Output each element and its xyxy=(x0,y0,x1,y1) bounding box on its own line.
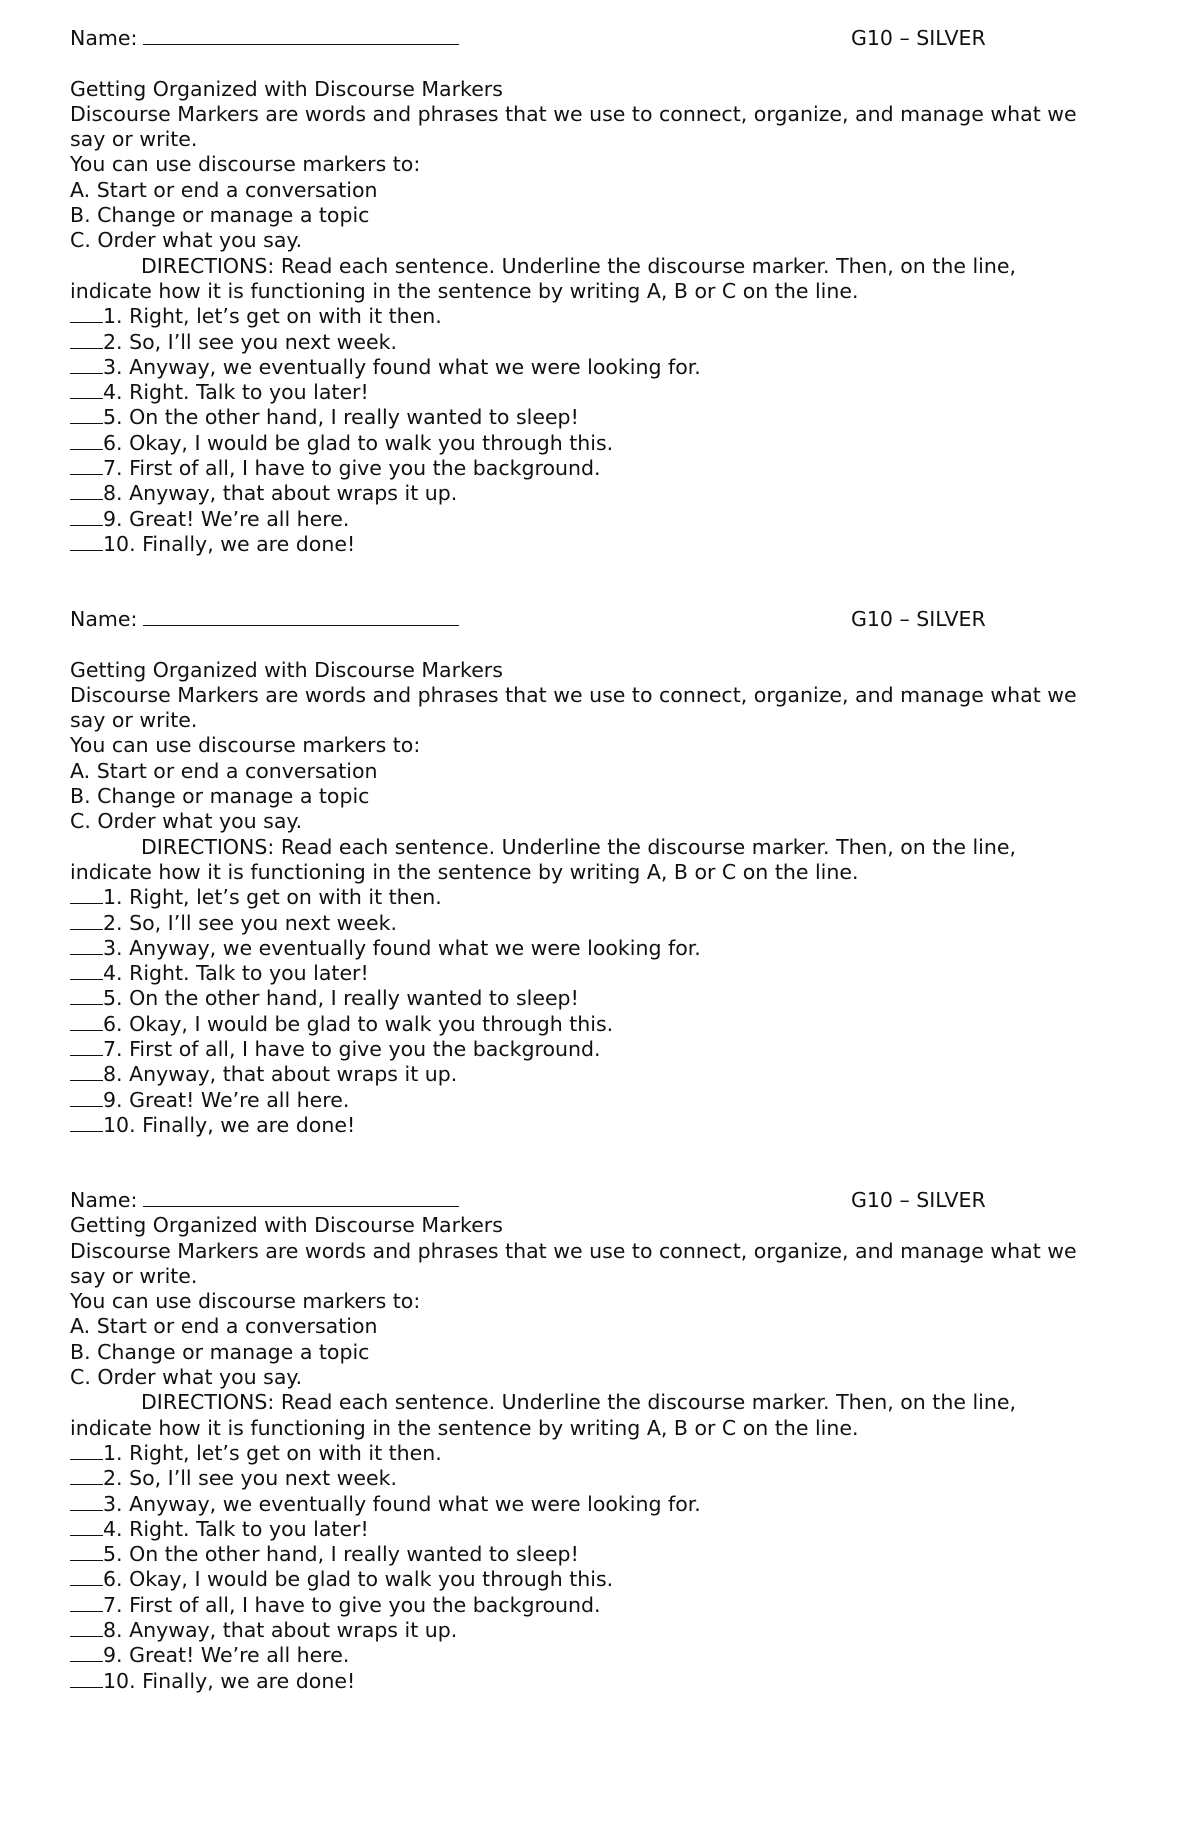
exercise-text: 5. On the other hand, I really wanted to sleep! xyxy=(103,986,579,1011)
answer-blank[interactable] xyxy=(70,1660,103,1662)
answer-blank[interactable] xyxy=(70,953,103,955)
uses-intro: You can use discourse markers to: xyxy=(70,733,421,758)
exercise-text: 8. Anyway, that about wraps it up. xyxy=(103,1062,458,1087)
worksheet-title: Getting Organized with Discourse Markers xyxy=(70,657,503,682)
answer-blank[interactable] xyxy=(70,524,103,526)
answer-blank[interactable] xyxy=(70,1610,103,1612)
exercise-item xyxy=(70,1567,1100,1592)
uses-intro: You can use discourse markers to: xyxy=(70,152,421,177)
exercise-text: 9. Great! We’re all here. xyxy=(103,1087,350,1112)
grade-label: G10 – SILVER xyxy=(851,607,986,631)
exercise-item xyxy=(70,405,1100,430)
exercise-item xyxy=(70,456,1100,481)
exercise-text: 1. Right, let’s get on with it then. xyxy=(103,1440,442,1465)
use-option-a: A. Start or end a conversation xyxy=(70,1314,378,1339)
exercise-item xyxy=(70,532,1100,557)
name-blank-line[interactable] xyxy=(143,624,459,626)
worksheet-title: Getting Organized with Discourse Markers xyxy=(70,1213,503,1238)
exercise-item xyxy=(70,885,1100,910)
answer-blank[interactable] xyxy=(70,1559,103,1561)
use-option-c: C. Order what you say. xyxy=(70,1365,303,1390)
exercise-item xyxy=(70,1062,1100,1087)
use-option-b: B. Change or manage a topic xyxy=(70,203,370,228)
exercise-text: 6. Okay, I would be glad to walk you through this. xyxy=(103,1011,614,1036)
exercise-text: 1. Right, let’s get on with it then. xyxy=(103,304,442,329)
name-blank-line[interactable] xyxy=(143,1205,459,1207)
answer-blank[interactable] xyxy=(70,1130,103,1132)
answer-blank[interactable] xyxy=(70,1509,103,1511)
use-option-a: A. Start or end a conversation xyxy=(70,758,378,783)
exercise-item xyxy=(70,1037,1100,1062)
exercise-text: 3. Anyway, we eventually found what we were looking for. xyxy=(103,935,701,960)
exercise-item xyxy=(70,1669,1100,1694)
exercise-item xyxy=(70,431,1100,456)
answer-blank[interactable] xyxy=(70,549,103,551)
exercise-text: 4. Right. Talk to you later! xyxy=(103,961,369,986)
exercise-item xyxy=(70,1593,1100,1618)
answer-blank[interactable] xyxy=(70,1054,103,1056)
exercise-item xyxy=(70,481,1100,506)
worksheet-copy-2 xyxy=(70,607,1100,1138)
exercise-text: 10. Finally, we are done! xyxy=(103,1668,356,1693)
grade-label: G10 – SILVER xyxy=(851,26,986,50)
exercise-text: 5. On the other hand, I really wanted to sleep! xyxy=(103,405,579,430)
name-blank-line[interactable] xyxy=(143,43,459,45)
answer-blank[interactable] xyxy=(70,422,103,424)
definition-paragraph: Discourse Markers are words and phrases that we use to connect, organize, and manage what we say or write. xyxy=(70,1238,1077,1288)
answer-blank[interactable] xyxy=(70,1686,103,1688)
exercise-item xyxy=(70,1113,1100,1138)
directions-line-1: DIRECTIONS: Read each sentence. Underline the discourse marker. Then, on the line, xyxy=(141,1390,1016,1415)
answer-blank[interactable] xyxy=(70,902,103,904)
answer-blank[interactable] xyxy=(70,498,103,500)
exercise-text: 2. So, I’ll see you next week. xyxy=(103,329,398,354)
worksheet-header xyxy=(70,607,1100,632)
uses-intro: You can use discourse markers to: xyxy=(70,1289,421,1314)
worksheet-title: Getting Organized with Discourse Markers xyxy=(70,76,503,101)
spacer xyxy=(70,51,1100,76)
exercise-text: 8. Anyway, that about wraps it up. xyxy=(103,481,458,506)
exercise-text: 9. Great! We’re all here. xyxy=(103,506,350,531)
answer-blank[interactable] xyxy=(70,1458,103,1460)
exercise-text: 3. Anyway, we eventually found what we were looking for. xyxy=(103,354,701,379)
answer-blank[interactable] xyxy=(70,1584,103,1586)
grade-label: G10 – SILVER xyxy=(851,1188,986,1212)
exercise-text: 2. So, I’ll see you next week. xyxy=(103,910,398,935)
answer-blank[interactable] xyxy=(70,321,103,323)
worksheet-header xyxy=(70,1188,1100,1213)
exercise-item xyxy=(70,330,1100,355)
exercise-item xyxy=(70,304,1100,329)
exercise-item xyxy=(70,961,1100,986)
exercise-item xyxy=(70,507,1100,532)
exercise-item xyxy=(70,1618,1100,1643)
use-option-b: B. Change or manage a topic xyxy=(70,1339,370,1364)
directions-line-2: indicate how it is functioning in the sentence by writing A, B or C on the line. xyxy=(70,859,859,884)
name-label: Name: xyxy=(70,26,138,50)
answer-blank[interactable] xyxy=(70,1003,103,1005)
answer-blank[interactable] xyxy=(70,448,103,450)
worksheet-header xyxy=(70,26,1100,51)
answer-blank[interactable] xyxy=(70,928,103,930)
exercise-item xyxy=(70,355,1100,380)
exercise-text: 1. Right, let’s get on with it then. xyxy=(103,885,442,910)
answer-blank[interactable] xyxy=(70,1105,103,1107)
directions-line-2: indicate how it is functioning in the sentence by writing A, B or C on the line. xyxy=(70,1415,859,1440)
worksheet-copy-3 xyxy=(70,1188,1100,1694)
exercise-item xyxy=(70,1466,1100,1491)
exercise-text: 10. Finally, we are done! xyxy=(103,531,356,556)
answer-blank[interactable] xyxy=(70,1079,103,1081)
answer-blank[interactable] xyxy=(70,1534,103,1536)
exercise-text: 7. First of all, I have to give you the background. xyxy=(103,456,601,481)
exercise-item xyxy=(70,1492,1100,1517)
answer-blank[interactable] xyxy=(70,372,103,374)
answer-blank[interactable] xyxy=(70,397,103,399)
directions-line-2: indicate how it is functioning in the sentence by writing A, B or C on the line. xyxy=(70,278,859,303)
answer-blank[interactable] xyxy=(70,473,103,475)
exercise-text: 10. Finally, we are done! xyxy=(103,1112,356,1137)
exercise-text: 6. Okay, I would be glad to walk you through this. xyxy=(103,1567,614,1592)
use-option-c: C. Order what you say. xyxy=(70,809,303,834)
exercise-item xyxy=(70,1441,1100,1466)
exercise-item xyxy=(70,380,1100,405)
exercise-text: 2. So, I’ll see you next week. xyxy=(103,1466,398,1491)
exercise-text: 4. Right. Talk to you later! xyxy=(103,380,369,405)
exercise-item xyxy=(70,936,1100,961)
exercise-item xyxy=(70,911,1100,936)
answer-blank[interactable] xyxy=(70,978,103,980)
definition-paragraph: Discourse Markers are words and phrases that we use to connect, organize, and manage what we say or write. xyxy=(70,101,1077,152)
exercise-item xyxy=(70,1088,1100,1113)
exercise-text: 3. Anyway, we eventually found what we were looking for. xyxy=(103,1491,701,1516)
exercise-item xyxy=(70,1542,1100,1567)
answer-blank[interactable] xyxy=(70,1029,103,1031)
exercise-text: 8. Anyway, that about wraps it up. xyxy=(103,1618,458,1643)
use-option-c: C. Order what you say. xyxy=(70,228,303,253)
exercise-item xyxy=(70,1012,1100,1037)
directions-line-1: DIRECTIONS: Read each sentence. Underline the discourse marker. Then, on the line, xyxy=(141,834,1016,859)
exercise-text: 5. On the other hand, I really wanted to sleep! xyxy=(103,1542,579,1567)
answer-blank[interactable] xyxy=(70,1483,103,1485)
answer-blank[interactable] xyxy=(70,1635,103,1637)
definition-paragraph: Discourse Markers are words and phrases that we use to connect, organize, and manage what we say or write. xyxy=(70,682,1077,733)
exercise-text: 9. Great! We’re all here. xyxy=(103,1643,350,1668)
exercise-text: 4. Right. Talk to you later! xyxy=(103,1516,369,1541)
spacer xyxy=(70,632,1100,657)
directions-line-1: DIRECTIONS: Read each sentence. Underline the discourse marker. Then, on the line, xyxy=(141,253,1016,278)
exercise-text: 7. First of all, I have to give you the background. xyxy=(103,1037,601,1062)
answer-blank[interactable] xyxy=(70,347,103,349)
name-label: Name: xyxy=(70,1188,138,1212)
exercise-item xyxy=(70,1517,1100,1542)
use-option-b: B. Change or manage a topic xyxy=(70,784,370,809)
exercise-text: 7. First of all, I have to give you the background. xyxy=(103,1592,601,1617)
exercise-text: 6. Okay, I would be glad to walk you through this. xyxy=(103,430,614,455)
worksheet-copy-1 xyxy=(70,26,1100,557)
exercise-item xyxy=(70,986,1100,1011)
name-label: Name: xyxy=(70,607,138,631)
use-option-a: A. Start or end a conversation xyxy=(70,177,378,202)
exercise-item xyxy=(70,1643,1100,1668)
